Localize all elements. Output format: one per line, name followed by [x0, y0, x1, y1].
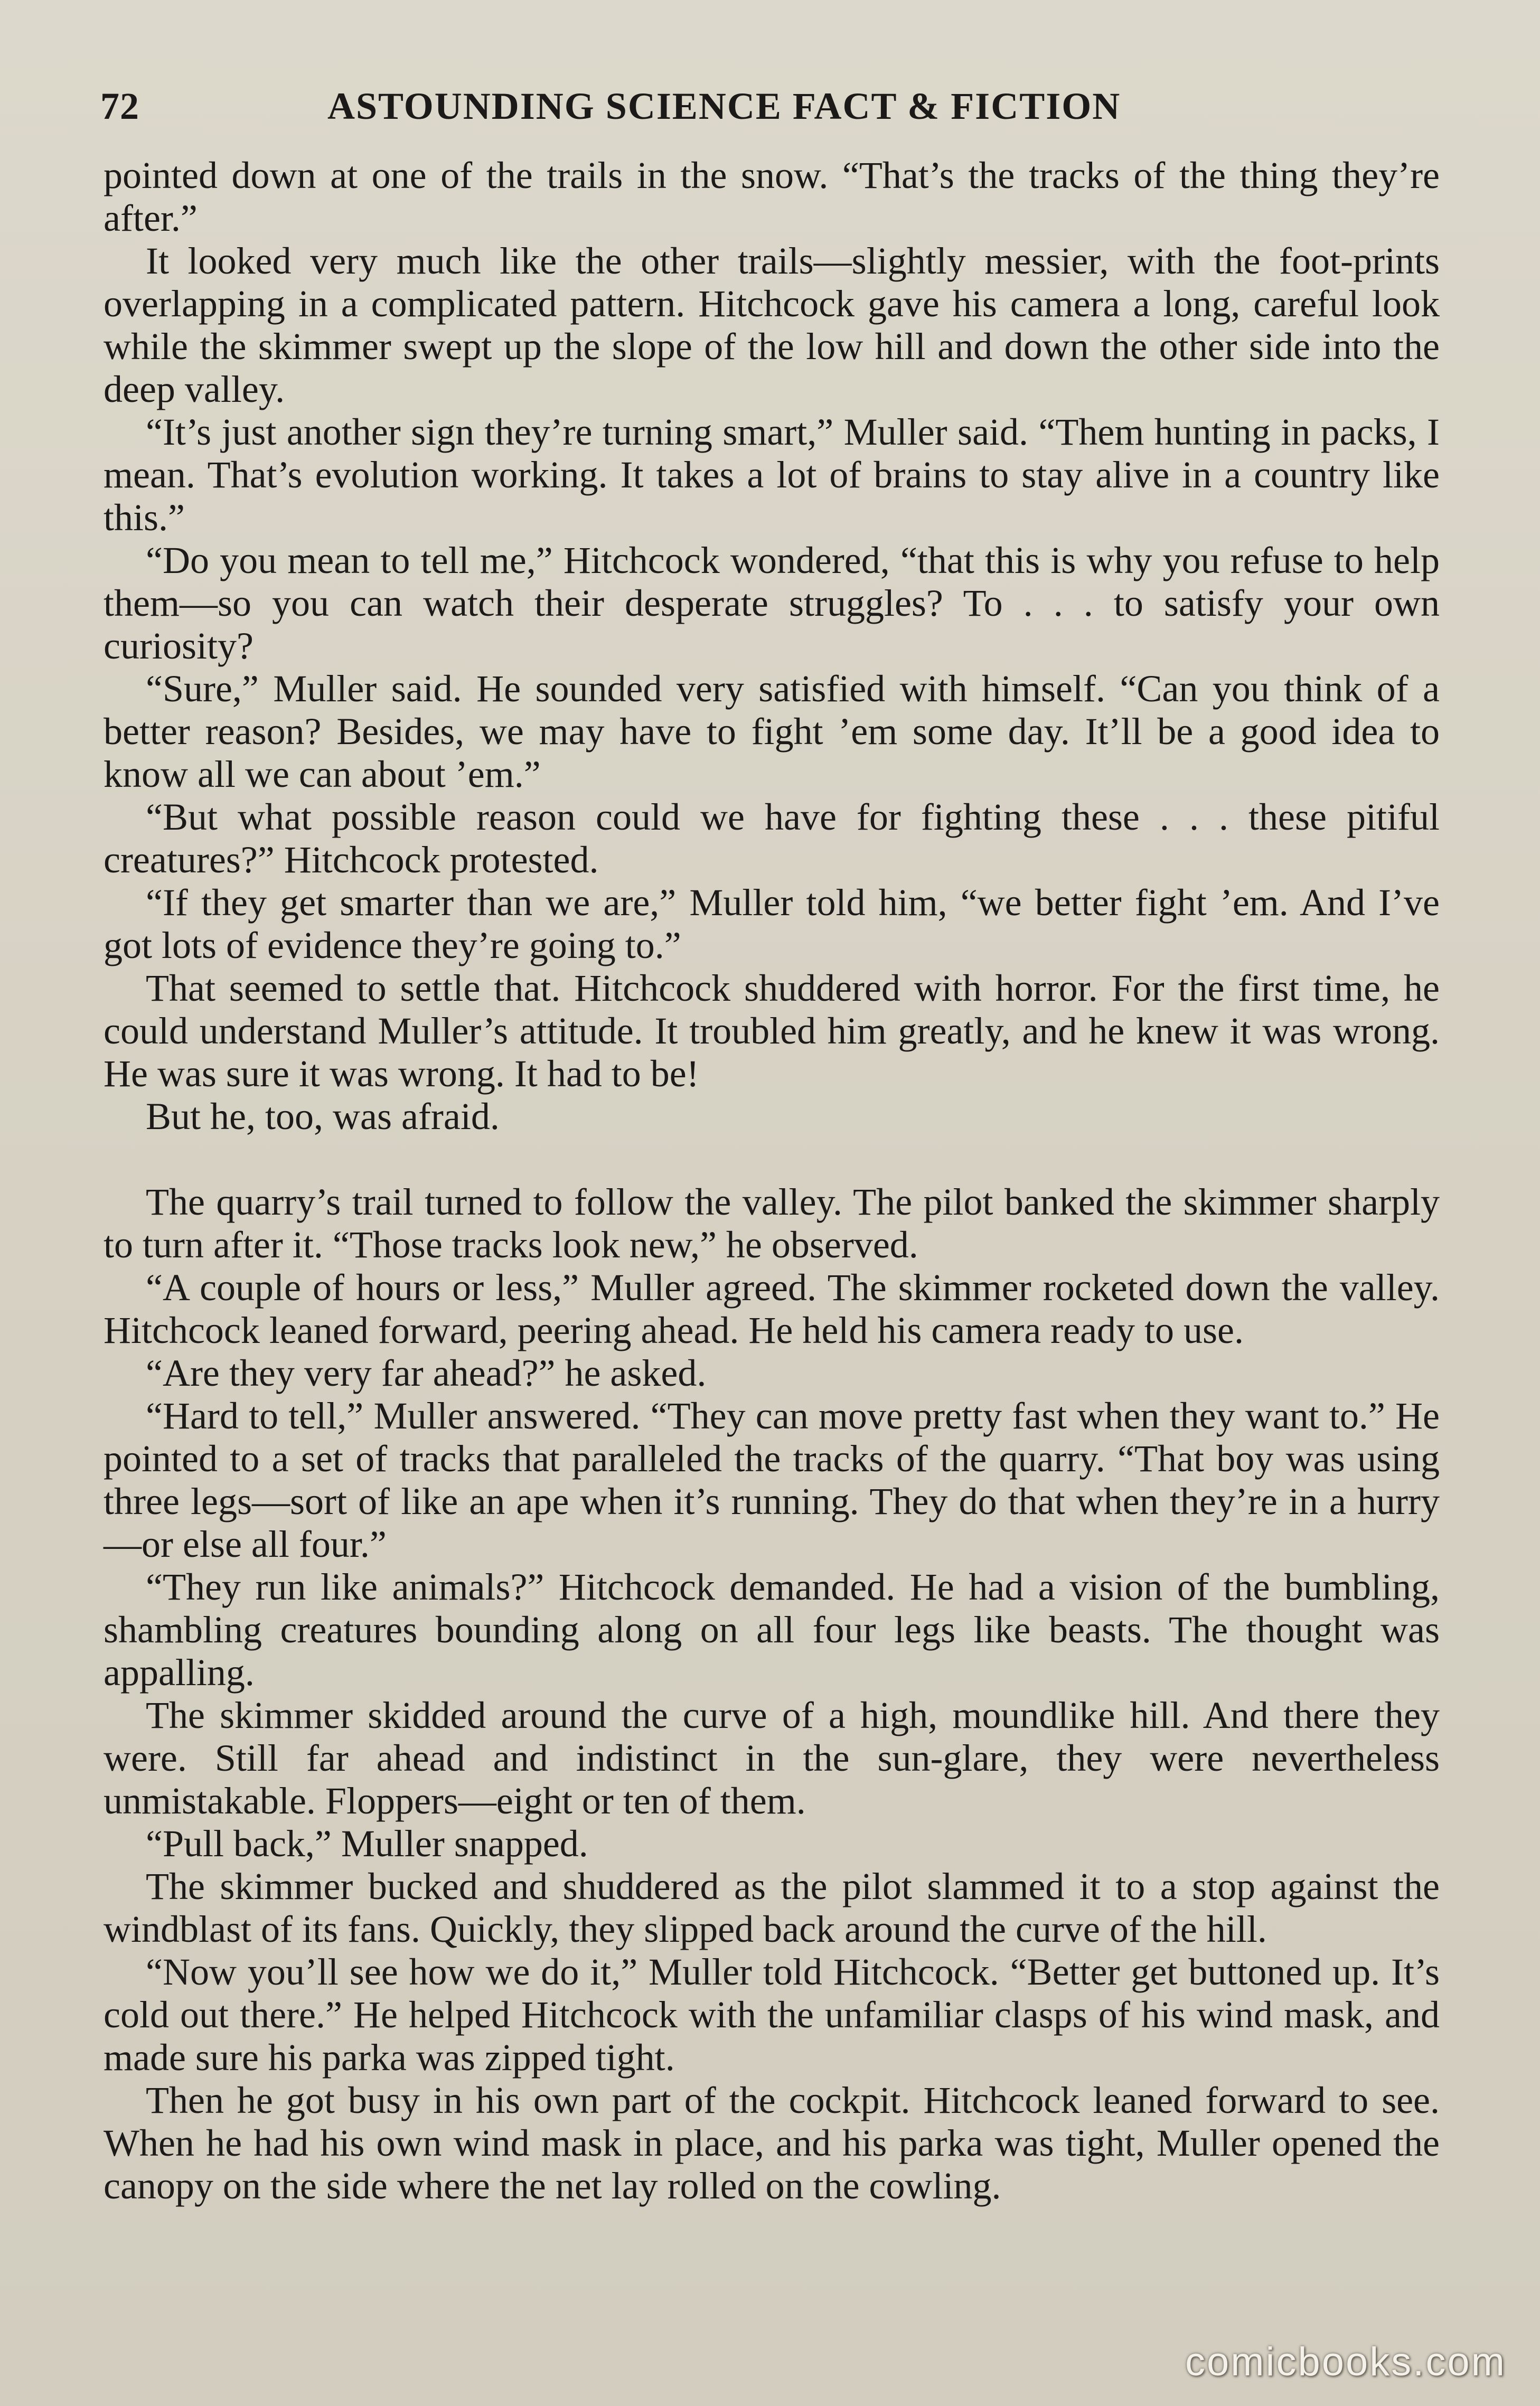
page-number: 72: [100, 85, 139, 127]
paragraph: “If they get smarter than we are,” Muller told him, “we better fight ’em. And I’ve got lots of evidence they’re going to.”: [104, 881, 1440, 966]
paragraph: “Pull back,” Muller snapped.: [146, 1822, 588, 1865]
site-watermark: comicbooks.com: [1185, 2339, 1506, 2384]
paragraph: “Now you’ll see how we do it,” Muller told Hitchcock. “Better get buttoned up. It’s cold out there.” He helped Hitchcock with the unfamiliar clasps of his wind mask, and made sure his parka was zipped tight.: [104, 1951, 1440, 2079]
page-header: [100, 79, 1452, 137]
body-text: [104, 154, 1440, 2207]
paragraph: The skimmer skidded around the curve of a high, moundlike hill. And there they were. Still far ahead and indistinct in the sun-glare, they were nevertheless unmistakable. Floppers—eight or ten of them.: [104, 1694, 1440, 1822]
paragraph: “But what possible reason could we have for fighting these . . . these pitiful creatures?” Hitchcock protested.: [104, 796, 1440, 881]
paragraph: “They run like animals?” Hitchcock demanded. He had a vision of the bumbling, shambling creatures bounding along on all four legs like beasts. The thought was appalling.: [104, 1566, 1440, 1694]
paragraph: The quarry’s trail turned to follow the valley. The pilot banked the skimmer sharply to turn after it. “Those tracks look new,” he observed.: [104, 1181, 1440, 1266]
section-break: [104, 1138, 1440, 1181]
paragraph: “It’s just another sign they’re turning smart,” Muller said. “Them hunting in packs, I mean. That’s evolution working. It takes a lot of brains to stay alive in a country like this.”: [104, 411, 1440, 539]
paragraph: But he, too, was afraid.: [146, 1095, 500, 1138]
paragraph: “A couple of hours or less,” Muller agreed. The skimmer rocketed down the valley. Hitchcock leaned forward, peering ahead. He held his camera ready to use.: [104, 1266, 1440, 1351]
paragraph: That seemed to settle that. Hitchcock shuddered with horror. For the first time, he could understand Muller’s attitude. It troubled him greatly, and he knew it was wrong. He was sure it was wrong. It had to be!: [104, 967, 1440, 1095]
paragraph: “Hard to tell,” Muller answered. “They can move pretty fast when they want to.” He pointed to a set of tracks that paralleled the tracks of the quarry. “That boy was using three legs—sort of like an ape when it’s running. They do that when they’re in a hurry—or else all four.”: [104, 1395, 1440, 1565]
paragraph: The skimmer bucked and shuddered as the pilot slammed it to a stop against the windblast of its fans. Quickly, they slipped back around the curve of the hill.: [104, 1865, 1440, 1950]
paragraph: “Sure,” Muller said. He sounded very satisfied with himself. “Can you think of a better reason? Besides, we may have to fight ’em some day. It’ll be a good idea to know all we can about ’em.”: [104, 668, 1440, 795]
paragraph: “Do you mean to tell me,” Hitchcock wondered, “that this is why you refuse to help them—so you can watch their desperate struggles? To . . . to satisfy your own curiosity?: [104, 539, 1440, 667]
paragraph: “Are they very far ahead?” he asked.: [146, 1352, 707, 1394]
paragraph: Then he got busy in his own part of the cockpit. Hitchcock leaned forward to see. When he had his own wind mask in place, and his parka was tight, Muller opened the canopy on the side where the net lay rolled on the cowling.: [104, 2079, 1440, 2207]
paragraph: pointed down at one of the trails in the snow. “That’s the tracks of the thing they’re after.”: [104, 154, 1440, 239]
paragraph: It looked very much like the other trails—slightly messier, with the foot-prints overlapping in a complicated pattern. Hitchcock gave his camera a long, careful look while the skimmer swept up the slope of the low hill and down the other side into the deep valley.: [104, 240, 1440, 410]
running-head: ASTOUNDING SCIENCE FACT & FICTION: [327, 85, 1121, 127]
